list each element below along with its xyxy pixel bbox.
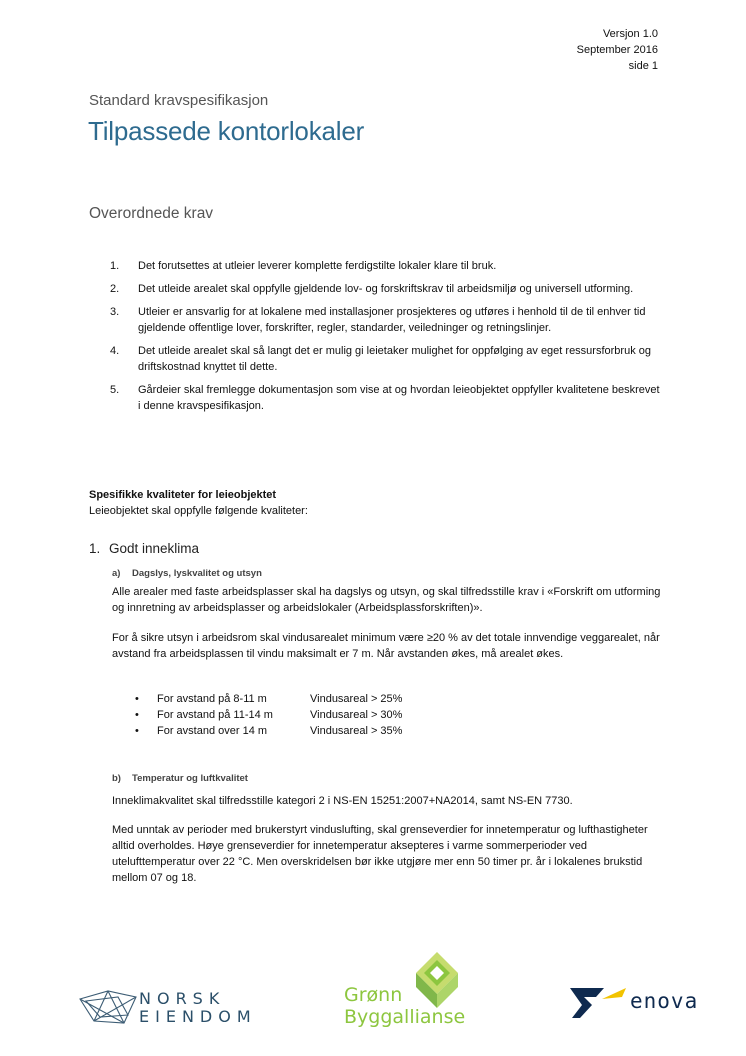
enova-emblem-icon — [570, 985, 630, 1021]
paragraph-daylight-2: For å sikre utsyn i arbeidsrom skal vindusarealet minimum være ≥20 % av det totale innvendige veggarealet, når avstand fra arbeidsplassen til vindu maksimalt er 7 m. Når avstanden økes, må arealet økes. — [112, 632, 660, 660]
list-text: Det utleide arealet skal oppfylle gjeldende lov- og forskriftskrav til arbeidsmiljø og universell utforming. — [138, 283, 634, 295]
list-item: • For avstand på 11-14 m Vindusareal > 30% — [135, 709, 403, 721]
doc-subtitle: Standard kravspesifikasjon — [89, 92, 269, 109]
subsection-b-heading — [112, 773, 248, 784]
subsection-title: Temperatur og luftkvalitet — [132, 773, 248, 784]
list-item — [110, 258, 662, 274]
paragraph-temperature-1: Inneklimakvalitet skal tilfredsstille kategori 2 i NS-EN 15251:2007+NA2014, samt NS-EN 7730. — [112, 795, 573, 807]
subsection-title: Dagslys, lyskvalitet og utsyn — [132, 568, 262, 579]
distance-text: For avstand over 14 m — [157, 725, 268, 737]
list-item: • For avstand over 14 m Vindusareal > 35% — [135, 725, 403, 737]
section-heading-1 — [89, 541, 199, 556]
overview-heading: Overordnede krav — [89, 205, 214, 222]
norsk-text: NORSK — [139, 989, 226, 1008]
byggallianse-text: Byggallianse — [344, 1006, 466, 1028]
area-text: Vindusareal > 25% — [310, 693, 403, 705]
specific-intro: Leieobjektet skal oppfylle følgende kvaliteter: — [89, 505, 308, 517]
enova-text: enova — [630, 989, 699, 1013]
list-item — [110, 304, 662, 336]
norsk-eiendom-logo — [78, 983, 278, 1033]
gronn-diamond-icon — [416, 952, 458, 1010]
section-number: 1. — [89, 541, 101, 556]
list-text: Det forutsettes at utleier leverer komplette ferdigstilte lokaler klare til bruk. — [138, 260, 497, 272]
list-item — [110, 382, 662, 414]
distance-text: For avstand på 11-14 m — [157, 709, 273, 721]
norsk-eiendom-emblem-icon — [78, 987, 140, 1027]
specific-heading: Spesifikke kvaliteter for leieobjektet — [89, 489, 277, 501]
paragraph-temperature-2: Med unntak av perioder med brukerstyrt vinduslufting, skal grenseverdier for innetemperatur og lufthastigheter alltid overholdes. Høye grenseverdier for innetemperatur aksepteres i varme sommerperioder ved utelufttemperatur over 22 °C. Men overskridelsen bør ikke utgjøre mer enn 50 timer pr. år i lokalenes brukstid mellom 07 og 18. — [112, 824, 648, 884]
enova-logo — [570, 985, 710, 1025]
specific-section — [89, 487, 308, 519]
distance-text: For avstand på 8-11 m — [157, 693, 267, 705]
document-meta — [577, 26, 658, 74]
subsection-label: b) — [112, 773, 121, 784]
list-number: 2. — [110, 283, 120, 295]
section-title: Godt inneklima — [109, 541, 200, 556]
date-text: September 2016 — [576, 44, 658, 56]
list-number: 1. — [110, 260, 120, 272]
list-text: Gårdeier skal fremlegge dokumentasjon som vise at og hvordan leieobjektet oppfyller kvalitetene beskrevet i denne kravspesifikasjon. — [138, 384, 660, 412]
list-item — [110, 281, 662, 297]
list-item: • For avstand på 8-11 m Vindusareal > 25% — [135, 693, 403, 705]
subsection-a-heading — [112, 568, 262, 579]
paragraph-daylight-1: Alle arealer med faste arbeidsplasser skal ha dagslys og utsyn, og skal tilfredsstille krav i «Forskrift om utforming og innretning av arbeidsplasser og arbeidslokaler (Arbeidsplassforskriften)». — [112, 586, 661, 614]
overview-list — [110, 258, 662, 421]
subsection-label: a) — [112, 568, 121, 579]
window-area-list — [135, 691, 402, 739]
list-text: Det utleide arealet skal så langt det er mulig gi leietaker mulighet for oppfølging av eget ressursforbruk og driftskostnad knyttet til dette. — [138, 345, 651, 373]
page-number: side 1 — [628, 60, 658, 72]
eiendom-text: EIENDOM — [139, 1007, 257, 1026]
list-text: Utleier er ansvarlig for at lokalene med installasjoner prosjekteres og utføres i henhold til de til enhver tid gjeldende offentlige lover, forskrifter, regler, standarder, veiledninger og retningslinjer. — [138, 306, 646, 334]
list-number: 5. — [110, 384, 120, 396]
gronn-byggallianse-logo — [344, 952, 474, 1032]
list-number: 3. — [110, 306, 120, 318]
area-text: Vindusareal > 30% — [310, 709, 403, 721]
list-item — [110, 343, 662, 375]
gronn-text: Grønn — [344, 984, 403, 1006]
area-text: Vindusareal > 35% — [310, 725, 403, 737]
list-number: 4. — [110, 345, 120, 357]
doc-title: Tilpassede kontorlokaler — [88, 116, 365, 146]
version-text: Versjon 1.0 — [602, 28, 658, 40]
